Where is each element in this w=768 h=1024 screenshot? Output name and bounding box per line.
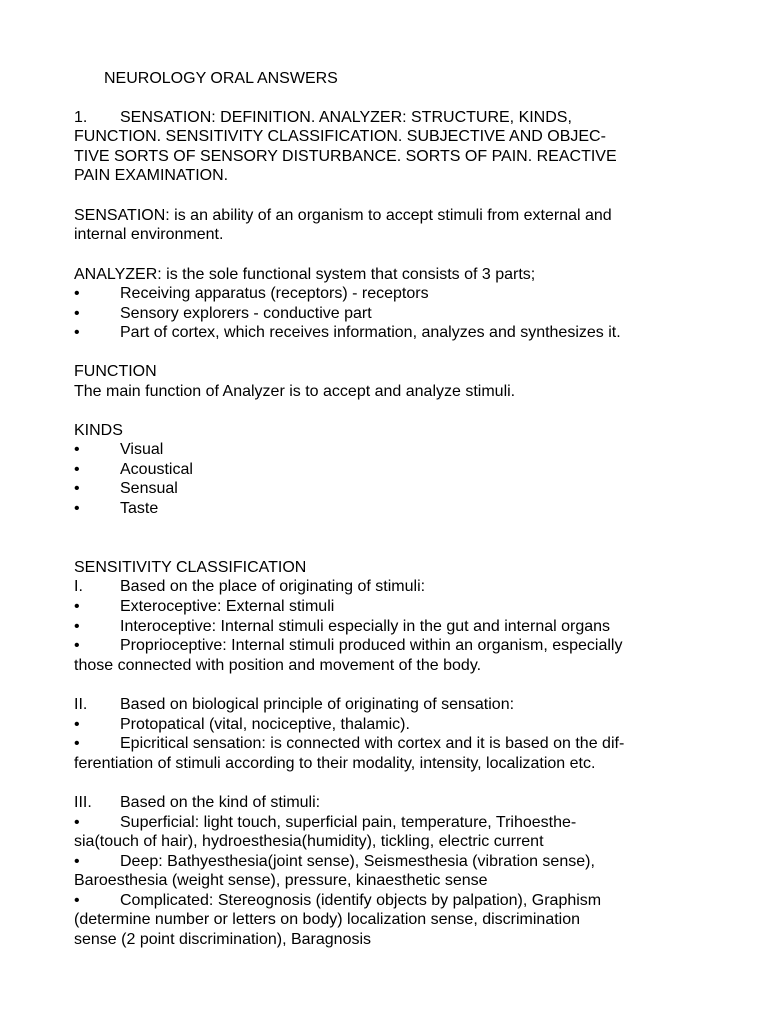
bullet-icon: • [74,285,80,302]
function-text: The main function of Analyzer is to accept and analyze stimuli. [74,383,516,400]
bullet-icon: • [74,598,80,615]
analyzer-intro: ANALYZER: is the sole functional system that consists of 3 parts; [74,266,536,283]
kinds-heading: KINDS [74,422,123,439]
list-item-text: Complicated: Stereognosis (identify objects by palpation), Graphism [120,892,602,909]
list-item [74,813,576,832]
list-item [74,636,622,655]
list-item-text: Acoustical [120,461,193,478]
list-item [74,734,624,753]
question-text: SENSATION: DEFINITION. ANALYZER: STRUCTURE, KINDS, [120,109,572,126]
list-item-text: Superficial: light touch, superficial pain, temperature, Trihoesthe- [120,814,577,831]
list-item-text: Sensual [120,480,178,497]
bullet-icon: • [74,480,80,497]
list-item-text: Visual [120,441,164,458]
bullet-icon: • [74,461,80,478]
bullet-icon: • [74,441,80,458]
classification-group-title [74,793,320,812]
group-title-text: Based on the place of originating of stimuli: [120,578,426,595]
list-item [74,499,158,518]
classification-group-title [74,577,425,596]
function-heading: FUNCTION [74,363,157,380]
bullet-icon: • [74,735,80,752]
list-item [74,284,429,303]
question-line [74,108,572,127]
list-item [74,479,178,498]
list-item [74,597,334,616]
question-line: TIVE SORTS OF SENSORY DISTURBANCE. SORTS OF PAIN. REACTIVE [74,148,617,165]
list-item-continuation: ferentiation of stimuli according to their modality, intensity, localization etc. [74,755,596,772]
list-item [74,715,410,734]
list-item-text: Receiving apparatus (receptors) - receptors [120,285,429,302]
list-item-text: Deep: Bathyesthesia(joint sense), Seismesthesia (vibration sense), [120,853,595,870]
list-item-text: Protopatical (vital, nociceptive, thalamic). [120,716,410,733]
list-item-text: Taste [120,500,159,517]
list-item-continuation: sense (2 point discrimination), Baragnosis [74,931,372,948]
bullet-icon: • [74,637,80,654]
list-item-text: Part of cortex, which receives information, analyzes and synthesizes it. [120,324,621,341]
sensation-definition: internal environment. [74,226,224,243]
list-item [74,891,601,910]
list-item [74,440,163,459]
document-title: NEUROLOGY ORAL ANSWERS [104,70,338,87]
roman-numeral: I. [74,578,83,595]
sensation-definition: SENSATION: is an ability of an organism to accept stimuli from external and [74,207,612,224]
group-title-text: Based on biological principle of originating of sensation: [120,696,515,713]
bullet-icon: • [74,814,80,831]
bullet-icon: • [74,892,80,909]
question-line: FUNCTION. SENSITIVITY CLASSIFICATION. SUBJECTIVE AND OBJEC- [74,128,606,145]
roman-numeral: II. [74,696,88,713]
list-item-continuation: (determine number or letters on body) localization sense, discrimination [74,911,581,928]
list-item-continuation: sia(touch of hair), hydroesthesia(humidity), tickling, electric current [74,833,544,850]
list-item-text: Sensory explorers - conductive part [120,305,372,322]
bullet-icon: • [74,324,80,341]
list-item [74,460,193,479]
question-line: PAIN EXAMINATION. [74,167,229,184]
group-title-text: Based on the kind of stimuli: [120,794,321,811]
question-number: 1. [74,109,88,126]
list-item-continuation: Baroesthesia (weight sense), pressure, kinaesthetic sense [74,872,488,889]
list-item [74,852,595,871]
bullet-icon: • [74,500,80,517]
list-item-text: Interoceptive: Internal stimuli especially in the gut and internal organs [120,618,611,635]
bullet-icon: • [74,716,80,733]
roman-numeral: III. [74,794,92,811]
bullet-icon: • [74,305,80,322]
list-item [74,323,621,342]
list-item [74,304,372,323]
list-item-text: Epicritical sensation: is connected with cortex and it is based on the dif- [120,735,625,752]
list-item-text: Exteroceptive: External stimuli [120,598,335,615]
classification-heading: SENSITIVITY CLASSIFICATION [74,559,307,576]
classification-group-title [74,695,514,714]
bullet-icon: • [74,618,80,635]
list-item-text: Proprioceptive: Internal stimuli produced within an organism, especially [120,637,623,654]
list-item [74,617,610,636]
list-item-continuation: those connected with position and movement of the body. [74,657,482,674]
bullet-icon: • [74,853,80,870]
